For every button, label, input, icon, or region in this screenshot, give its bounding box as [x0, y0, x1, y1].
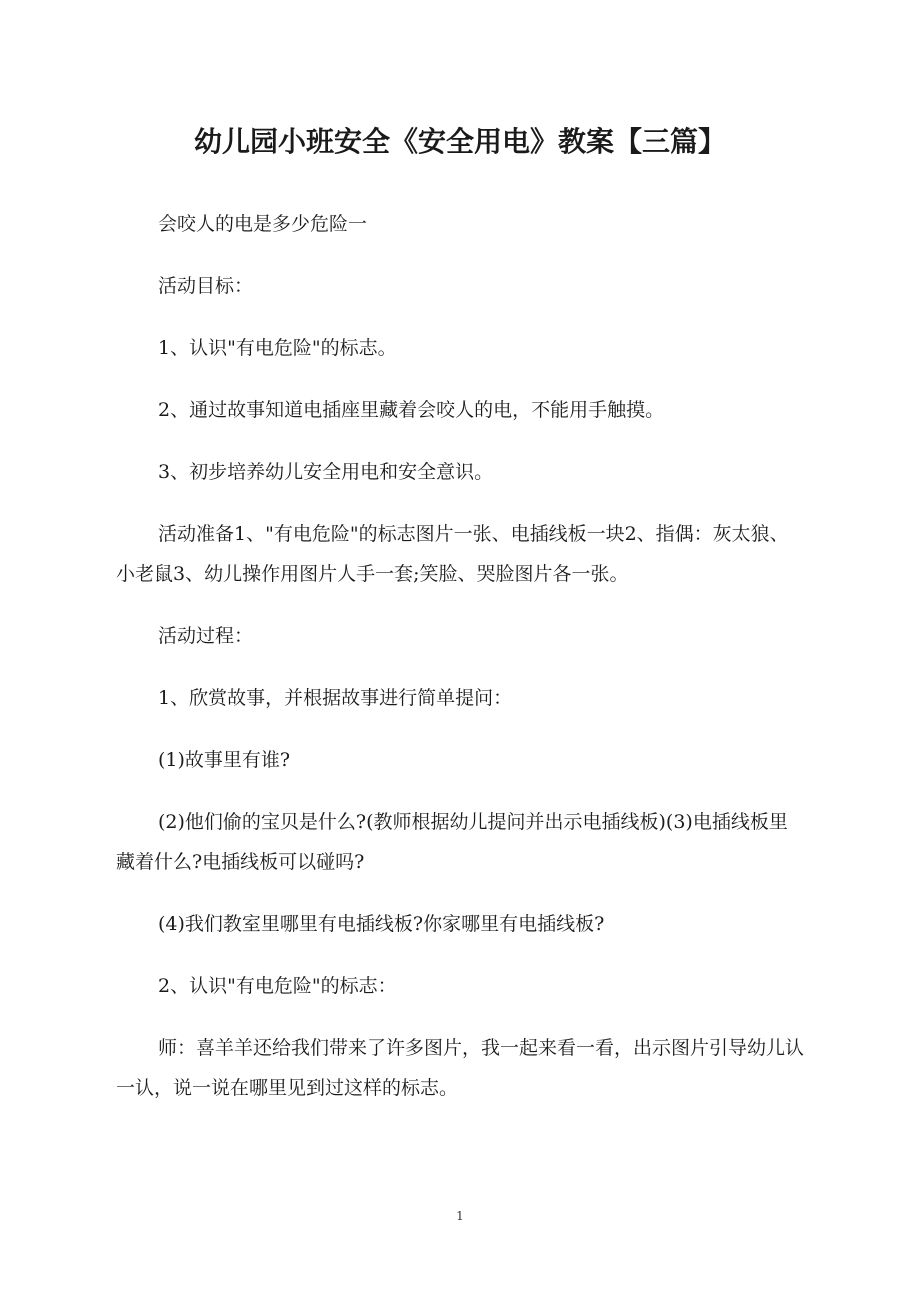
paragraph: (2)他们偷的宝贝是什么?(教师根据幼儿提问并出示电插线板)(3)电插线板里藏着什么?电插线板可以碰吗?: [116, 811, 788, 873]
paragraph: 1、认识"有电危险"的标志。: [158, 337, 397, 359]
paragraph: (4)我们教室里哪里有电插线板?你家哪里有电插线板?: [158, 913, 605, 935]
page-number: 1: [456, 1209, 464, 1223]
paragraph: 会咬人的电是多少危险一: [158, 213, 368, 235]
document-body: [116, 204, 806, 1130]
paragraph: 2、通过故事知道电插座里藏着会咬人的电，不能用手触摸。: [158, 399, 665, 421]
paragraph: 1、欣赏故事，并根据故事进行简单提问：: [158, 687, 513, 709]
paragraph: 活动目标：: [158, 275, 254, 297]
paragraph: (1)故事里有谁?: [158, 749, 291, 771]
paragraph: 2、认识"有电危险"的标志：: [158, 975, 397, 997]
paragraph: 师：喜羊羊还给我们带来了许多图片，我一起来看一看，出示图片引导幼儿认一认，说一说在哪里见到过这样的标志。: [116, 1037, 805, 1099]
paragraph: 活动准备1、"有电危险"的标志图片一张、电插线板一块2、指偶：灰太狼、小老鼠3、幼儿操作用图片人手一套;笑脸、哭脸图片各一张。: [116, 523, 789, 585]
paragraph: 3、初步培养幼儿安全用电和安全意识。: [158, 461, 494, 483]
paragraph: 活动过程：: [158, 625, 254, 647]
document-title: 幼儿园小班安全《安全用电》教案【三篇】: [193, 125, 726, 158]
